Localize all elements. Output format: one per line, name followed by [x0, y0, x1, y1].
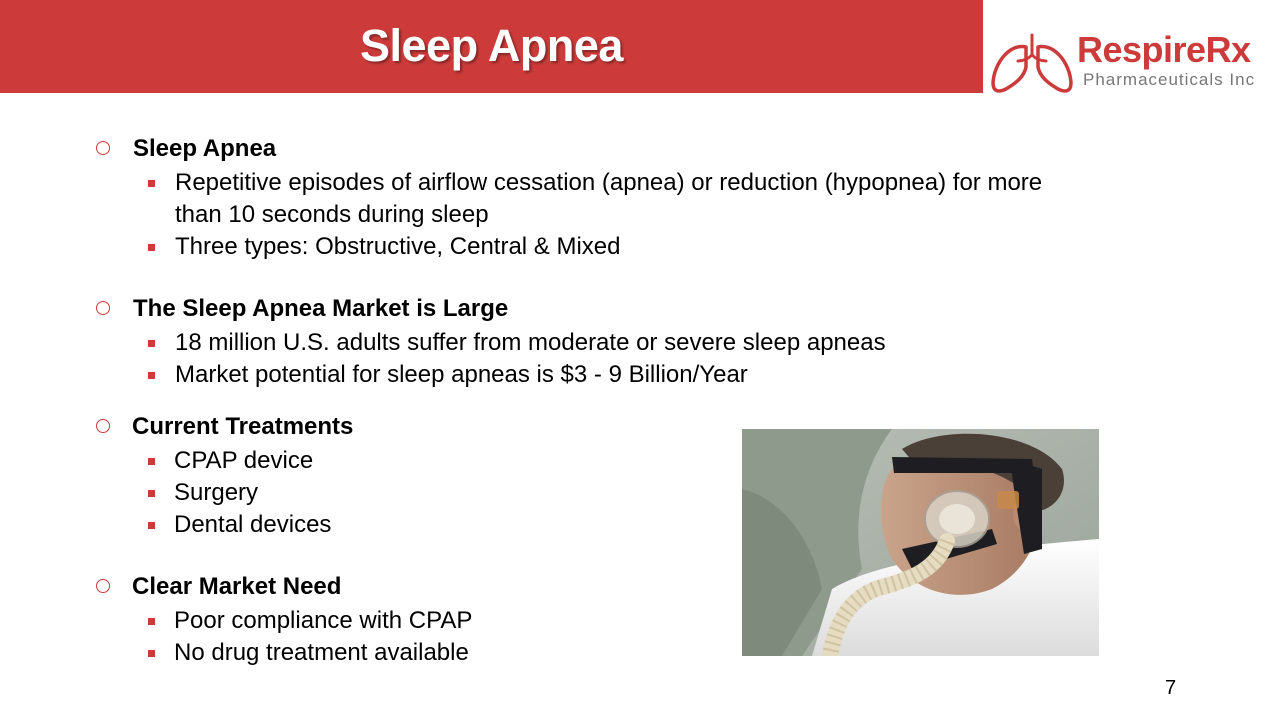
- square-bullet-icon: [148, 372, 155, 379]
- cpap-patient-photo: [742, 429, 1099, 656]
- list-item-text: Repetitive episodes of airflow cessation (apnea) or reduction (hypopnea) for more than 10 seconds during sleep: [175, 169, 1043, 228]
- circle-bullet-icon: [96, 141, 110, 155]
- section-market-large: [96, 295, 1075, 391]
- logo-subtitle: Pharmaceuticals Inc: [1083, 70, 1256, 89]
- square-bullet-icon: [148, 490, 155, 497]
- circle-bullet-icon: [96, 579, 110, 593]
- list-item-text: Poor compliance with CPAP: [174, 607, 473, 634]
- list-item-text: Dental devices: [174, 511, 332, 538]
- section-heading-label: Clear Market Need: [132, 573, 342, 600]
- square-bullet-icon: [148, 180, 155, 187]
- square-bullet-icon: [148, 340, 155, 347]
- circle-bullet-icon: [96, 301, 110, 315]
- logo-name: RespireRx: [1077, 29, 1251, 70]
- circle-bullet-icon: [96, 419, 110, 433]
- list-item-text: Surgery: [174, 479, 259, 506]
- list-item: [96, 167, 1075, 231]
- section-heading: [96, 135, 1075, 167]
- square-bullet-icon: [148, 618, 155, 625]
- list-item: [96, 359, 1075, 391]
- section-heading: [96, 295, 1075, 327]
- title-bar: [0, 0, 983, 93]
- section-heading-label: Sleep Apnea: [133, 135, 277, 162]
- lungs-icon: [988, 33, 1078, 95]
- square-bullet-icon: [148, 650, 155, 657]
- list-item-text: CPAP device: [174, 447, 314, 474]
- square-bullet-icon: [148, 244, 155, 251]
- list-item-text: No drug treatment available: [174, 639, 469, 666]
- list-item-text: Three types: Obstructive, Central & Mixed: [175, 233, 621, 260]
- list-item-text: Market potential for sleep apneas is $3 - 9 Billion/Year: [175, 361, 748, 388]
- section-heading-label: The Sleep Apnea Market is Large: [133, 295, 509, 322]
- page-title: Sleep Apnea: [360, 20, 623, 71]
- company-logo: [985, 27, 1277, 93]
- list-item: [96, 231, 1075, 263]
- list-item: [96, 327, 1075, 359]
- section-heading-label: Current Treatments: [132, 413, 354, 440]
- square-bullet-icon: [148, 458, 155, 465]
- list-item-text: 18 million U.S. adults suffer from moderate or severe sleep apneas: [175, 329, 886, 356]
- page-number: 7: [1165, 677, 1177, 699]
- cpap-illustration: [742, 429, 1099, 656]
- section-sleep-apnea: [96, 135, 1075, 263]
- square-bullet-icon: [148, 522, 155, 529]
